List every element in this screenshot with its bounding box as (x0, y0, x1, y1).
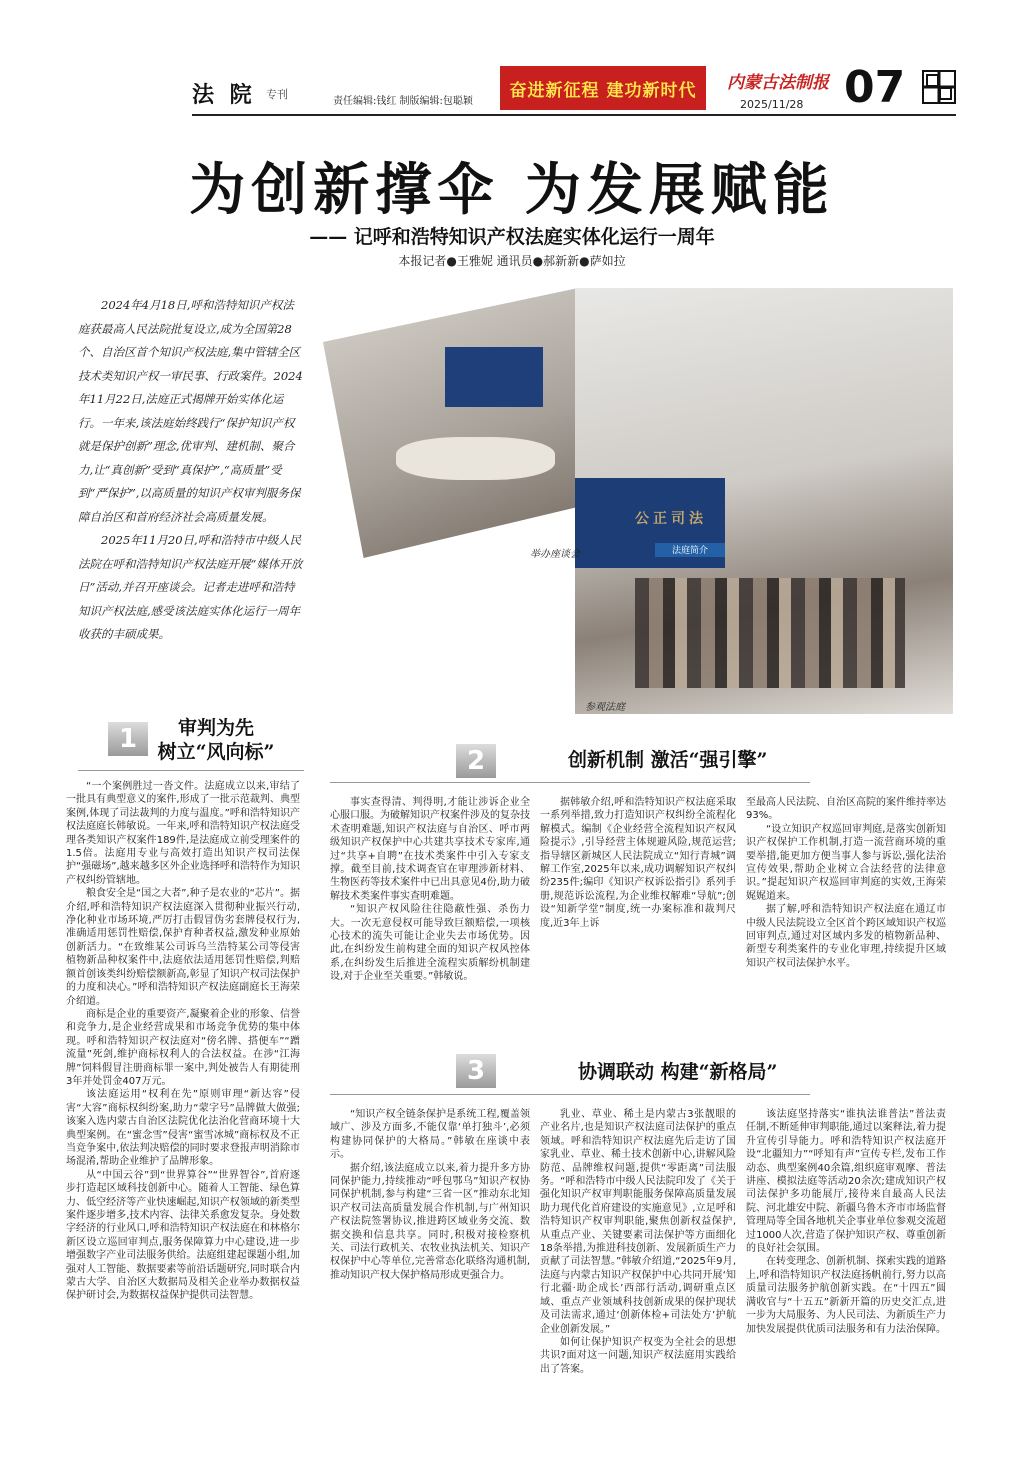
paragraph: 在转变理念、创新机制、探索实践的道路上,呼和浩特知识产权法庭扬帆前行,努力以高质量司法服务护航创新实践。在“十四五”圆满收官与“十五五”新新开篇的历史交汇点,进一步为大局服务、为人民司法、为新质生产力加快发展提供优质司法服务和有力法治保障。 (746, 1256, 946, 1335)
visitors-group (635, 578, 905, 688)
byline: 本报记者●王雅妮 通讯员●郝新新●萨如拉 (398, 254, 626, 268)
paragraph: 据韩敏介绍,呼和浩特知识产权法庭采取一系列举措,致力打造知识产权纠纷全流程化解模式。编制《企业经营全流程知识产权风险提示》,引导经营主体规避风险,规范运营;指导辖区新城区人民法院成立“知行青城”调解工作室,2025年以来,成功调解知识产权纠纷235件;编印《知识产权诉讼指引》系列手册,规范诉讼流程,为企业维权解难“导航”;创设“知新学堂”制度,统一办案标准和裁判尺度,近3年上诉 (540, 797, 736, 929)
paragraph: 粮食安全是“国之大者”,种子是农业的“芯片”。据介绍,呼和浩特知识产权法庭深入贯彻种业振兴行动,净化种业市场环境,严厉打击假冒伪劣套牌侵权行为,准确适用惩罚性赔偿,保护育种者权益,激发种业原始创新活力。“在致维某公司诉乌兰浩特某公司等侵害植物新品种权案件中,法庭依法适用惩罚性赔偿,判赔额首创该类纠纷赔偿额新高,彰显了知识产权司法保护的力度和决心。”呼和浩特知识产权法庭副庭长王海荣介绍道。 (66, 888, 300, 1007)
intro-panel: 法庭简介 (655, 543, 725, 557)
photo-symposium (323, 288, 613, 558)
paragraph: 该法庭坚持落实“谁执法谁普法”普法责任制,不断延伸审判职能,通过以案释法,着力提升宣传引导能力。呼和浩特知识产权法庭开设“北疆知力”“呼知有声”宣传专栏,发布工作动态、典型案例40余篇,组织庭审观摩、普法讲座、模拟法庭等活动20余次;建成知识产权司法保护多功能展厅,接待来自最高人民法院、河北雄安中院、新疆乌鲁木齐市市场监督管理局等全国各地机关企事业单位参观交流超过1000人次,营造了保护知识产权、尊重创新的良好社会氛围。 (746, 1109, 946, 1255)
photo-court-visit (575, 288, 953, 714)
projection-screen (445, 347, 544, 406)
section-3-col-2 (540, 1108, 736, 1376)
section-number: 1 (108, 722, 148, 756)
section-divider (330, 782, 810, 783)
section-title: 创新机制 激活“强引擎” (568, 749, 768, 771)
paragraph: 据了解,呼和浩特知识产权法庭在通辽市中级人民法院设立全区首个跨区域知识产权巡回审判点,通过对区域内多发的植物新品种、新型专利类案件的专业化审理,持续提升区域知识产权司法保护水平。 (746, 904, 946, 969)
paragraph: 如何让保护知识产权变为全社会的思想共识?面对这一问题,知识产权法庭用实践给出了答案。 (540, 1336, 736, 1375)
section-2-col-2 (540, 796, 736, 930)
section-2-col-3 (746, 796, 946, 970)
paragraph: 据介绍,该法庭成立以来,着力提升多方协同保护能力,持续推动“呼包鄂乌”知识产权协同保护机制,参与构建“三省一区”推动东北知识产权司法高质量发展合作机制,与广州知识产权法院签署协议,推进跨区域业务交流、数据交换和信息共享。同时,积极对接检察机关、司法行政机关、农牧业执法机关、知识产权保护中心等单位,完善常态化联络沟通机制,推动知识产权大保护格局形成更强合力。 (330, 1162, 530, 1281)
section-title: 协调联动 构建“新格局” (578, 1061, 778, 1083)
section-suffix: 专刊 (266, 88, 288, 101)
editors-line: 责任编辑:钱红 制版编辑:包聪颖 (333, 96, 473, 107)
photo-caption: 参观法庭 (585, 702, 625, 713)
wall-sign: 公正司法 (635, 511, 707, 527)
intro-paragraph: 2025年11月20日,呼和浩特市中级人民法院在呼和浩特知识产权法庭开展“媒体开放日”活动,并召开座谈会。记者走进呼和浩特知识产权法庭,感受该法庭实体化运行一周年收获的丰硕成果。 (78, 533, 303, 641)
meeting-table (396, 437, 556, 480)
section-number: 2 (456, 744, 496, 778)
section-number: 3 (456, 1054, 496, 1088)
intro-text (78, 294, 304, 647)
paragraph: 该法庭运用“权利在先”原则审理“新达容”侵害“大容”商标权纠纷案,助力“蒙字号”品牌做大做强;该案入选内蒙古自治区法院优化法治化营商环境十大典型案例。在“蜜念雪”侵害“蜜雪冰城”商标权及不正当竞争案中,依法判决赔偿的同时要求登报声明消除市场混淆,帮助企业维护了品牌形象。 (66, 1089, 300, 1168)
paragraph: 商标是企业的重要资产,凝聚着企业的形象、信誉和竞争力,是企业经营成果和市场竞争优势的集中体现。呼和浩特知识产权法庭对“傍名牌、搭便车”“蹭流量”死剑,维护商标权利人的合法权益。在涉“江海牌”饲料假冒注册商标罪一案中,判处被告人有期徒刑3年并处罚金407万元。 (66, 1008, 300, 1087)
photo-caption: 举办座谈会 (530, 549, 580, 560)
paragraph: “一个案例胜过一沓文件。法庭成立以来,审结了一批具有典型意义的案件,形成了一批示范裁判、典型案例,体现了司法裁判的力度与温度。”呼和浩特知识产权法庭庭长韩敏说。一年来,呼和浩特知识产权法庭受理各类知识产权案件189件,是法庭成立前受理案件的1.5倍。法庭用专业与高效打造出知识产权司法保护“强磁场”,越来越多区外企业选择呼和浩特作为知识产权纠纷管辖地。 (66, 781, 300, 886)
paragraph: 从“中国云谷”到“世界算谷”“世界智谷”,首府逐步打造起区域科技创新中心。随着人工智能、绿色算力、低空经济等产业快速崛起,知识产权领域的新类型案件逐步增多,技术内容、法律关系愈发复杂。身处数字经济的行业风口,呼和浩特知识产权法庭在和林格尔新区设立巡回审判点,服务保障算力中心建设,进一步增强数字产业司法服务供给。法庭组建起课题小组,加强对人工智能、数据要素等前沿话题研究,同时联合内蒙古大学、自治区大数据局及相关企业举办数据权益保护研讨会,为数据权益保护提供司法智慧。 (66, 1169, 300, 1302)
section-title-line: 树立“风向标” (157, 741, 275, 763)
intro-paragraph: 2024年4月18日,呼和浩特知识产权法庭获最高人民法院批复设立,成为全国第28个、自治区首个知识产权法庭,集中管辖全区技术类知识产权一审民事、行政案件。2024年11月22日,法庭正式揭牌开始实体化运行。一年来,该法庭始终践行“保护知识产权就是保护创新”理念,优审判、建机制、聚合力,让“真创新”受到“真保护”,“高质量”受到“严保护”,以高质量的知识产权审判服务保障自治区和首府经济社会高质量发展。 (78, 298, 303, 524)
paragraph: 至最高人民法院、自治区高院的案件维持率达93%。 (746, 797, 946, 822)
headline: 为创新撑伞 为发展赋能 (189, 157, 835, 223)
section-2-col-1 (330, 796, 530, 984)
slogan-banner: 奋进新征程 建功新时代 (500, 66, 706, 110)
section-brand: 法 院 (192, 82, 256, 108)
section-1-body (66, 780, 300, 1303)
section-title-line: 审判为先 (177, 717, 254, 739)
paragraph: 乳业、草业、稀土是内蒙古3张靓眼的产业名片,也是知识产权法庭司法保护的重点领域。呼和浩特知识产权法庭先后走访了国家乳业、草业、稀土技术创新中心,讲解风险防范、品牌维权问题,提供“零距离”司法服务。“呼和浩特市中级人民法院印发了《关于强化知识产权审判职能服务保障高质量发展助力现代化首府建设的实施意见》,立足呼和浩特知识产权审判职能,聚焦创新权益保护,从重点产业、关键要素司法保护等方面细化18条举措,为推进科技创新、发展新质生产力贡献了司法智慧。”韩敏介绍道,“2025年9月,法庭与内蒙古知识产权保护中心共同开展‘知行北疆·助企成长’西部行活动,调研重点区域、重点产业领域科技创新成果的保护现状及司法需求,通过‘创新体检+司法处方’护航企业创新发展。” (540, 1109, 736, 1335)
paragraph: 事实查得清、判得明,才能让涉诉企业全心服口服。为破解知识产权案件涉及的复杂技术查明难题,知识产权法庭与自治区、呼市两级知识产权保护中心共建共享技术专家库,通过“共享+自聘”在技术类案件中引入专家支撑。截至目前,技术调查官在审理涉新材料、生物医药等技术案件中已出具意见4份,助力破解技术类案件事实查明难题。 (330, 797, 530, 902)
masthead-divider (192, 114, 956, 116)
newspaper-logo: 内蒙古法制报 (727, 73, 829, 93)
section-3-col-3 (746, 1108, 946, 1336)
paragraph: “设立知识产权巡回审判庭,是落实创新知识产权保护工作机制,打造一流营商环境的重要举措,能更加方便当事人参与诉讼,强化法治宣传效果,帮助企业树立合法经营的法律意识。”提起知识产权巡回审判庭的实效,王海荣娓娓道来。 (746, 823, 946, 902)
section-title (146, 716, 286, 764)
qr-code-icon[interactable] (922, 70, 956, 104)
paragraph: “知识产权风险往往隐蔽性强、杀伤力大。一次无意侵权可能导致巨额赔偿,一项核心技术的流失可能让企业失去市场优势。因此,在纠纷发生前构建全面的知识产权风控体系,在纠纷发生后推进全流程实质解纷机制建设,对于企业至关重要。”韩敏说。 (330, 904, 530, 983)
paragraph: “知识产权全链条保护是系统工程,覆盖领域广、涉及方面多,不能仅靠‘单打独斗’,必须构建协同保护的大格局。”韩敏在座谈中表示。 (330, 1109, 530, 1161)
section-divider (330, 1094, 810, 1095)
section-3-col-1 (330, 1108, 530, 1282)
section-divider (78, 770, 304, 771)
page-number: 07 (844, 62, 906, 113)
issue-date: 2025/11/28 (740, 98, 804, 111)
subheadline: —— 记呼和浩特知识产权法庭实体化运行一周年 (309, 226, 715, 248)
